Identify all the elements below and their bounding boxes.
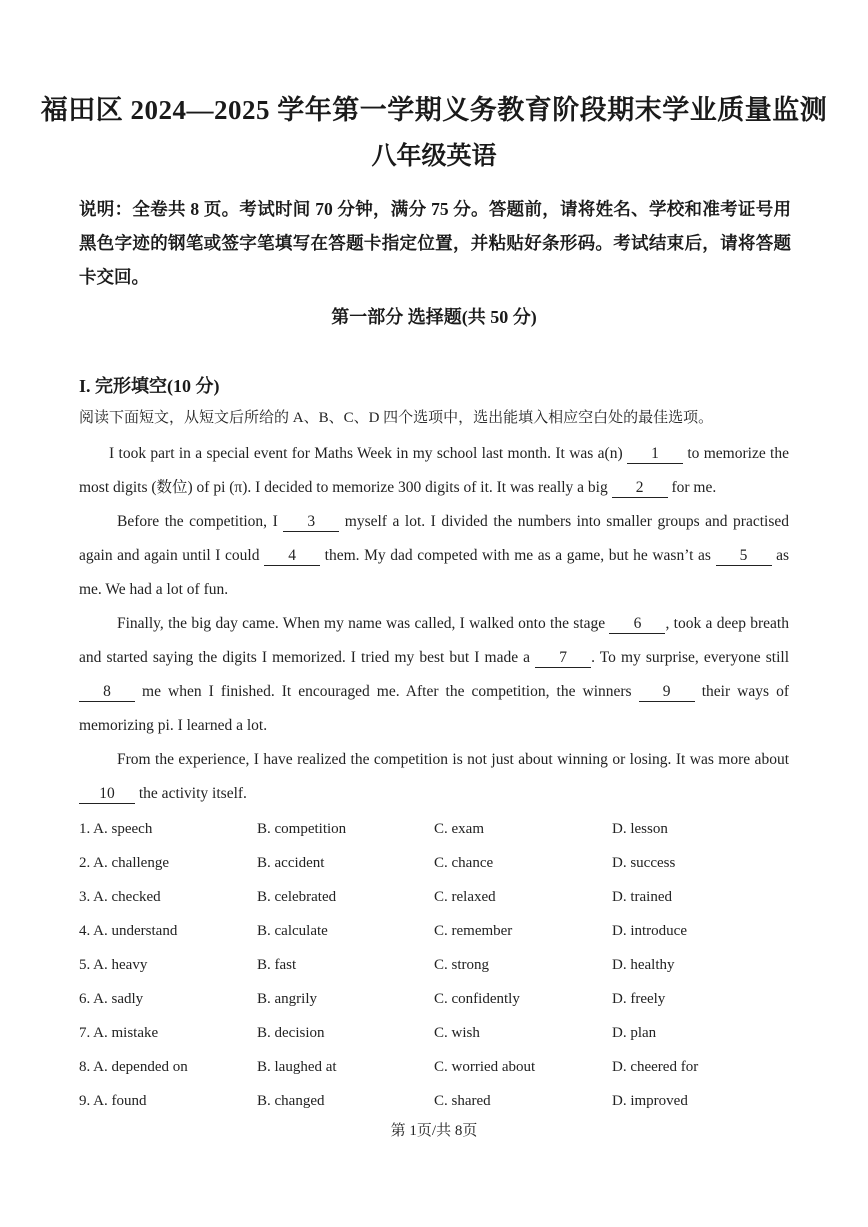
blank-9: 9 bbox=[639, 683, 695, 702]
option-d: D. lesson bbox=[612, 821, 668, 837]
option-c: C. worried about bbox=[434, 1059, 536, 1075]
passage-paragraph-3: Finally, the big day came. When my name was called, I walked onto the stage 6 , took a deep breath and started saying the digits I memorized. I tried my best but I made a 7 . To my surprise, everyone still 8 me when I finished. It encouraged me. After the competition, the winners 9 their ways of memorizing pi. I learned a lot. bbox=[79, 615, 790, 734]
passage-paragraph-2: Before the competition, I 3 myself a lot. I divided the numbers into smaller groups and practised again and again until I could 4 them. My dad competed with me as a game, but he wasn’t as 5 as me. We had a lot of fun. bbox=[79, 513, 790, 598]
option-row bbox=[79, 846, 799, 880]
option-c: C. confidently bbox=[434, 991, 520, 1007]
option-c: C. relaxed bbox=[434, 889, 496, 905]
page-number: 第 1页/共 8页 bbox=[390, 1123, 478, 1139]
option-b: B. competition bbox=[257, 821, 347, 837]
option-b: B. angrily bbox=[257, 991, 317, 1007]
option-a: 3. A. checked bbox=[79, 889, 161, 905]
option-a: 2. A. challenge bbox=[79, 855, 169, 871]
option-b: B. celebrated bbox=[257, 889, 337, 905]
option-row bbox=[79, 1050, 799, 1084]
option-a: 5. A. heavy bbox=[79, 957, 148, 973]
option-row bbox=[79, 880, 799, 914]
option-a: 7. A. mistake bbox=[79, 1025, 159, 1041]
blank-6: 6 bbox=[609, 615, 665, 634]
option-c: C. wish bbox=[434, 1025, 480, 1041]
blank-2: 2 bbox=[612, 479, 668, 498]
option-b: B. laughed at bbox=[257, 1059, 337, 1075]
option-a: 8. A. depended on bbox=[79, 1059, 188, 1075]
option-b: B. calculate bbox=[257, 923, 328, 939]
option-b: B. decision bbox=[257, 1025, 325, 1041]
option-row bbox=[79, 914, 799, 948]
option-row bbox=[79, 948, 799, 982]
option-c: C. chance bbox=[434, 855, 494, 871]
option-c: C. strong bbox=[434, 957, 490, 973]
section-title: I. 完形填空(10 分) bbox=[79, 376, 220, 396]
option-d: D. trained bbox=[612, 889, 672, 905]
option-b: B. fast bbox=[257, 957, 297, 973]
option-row bbox=[79, 1084, 799, 1118]
option-d: D. improved bbox=[612, 1093, 688, 1109]
passage-paragraph-1: I took part in a special event for Maths Week in my school last month. It was a(n) 1 to memorize the most digits (数位) of pi (π). I decided to memorize 300 digits of it. It was really a big 2 for me. bbox=[79, 445, 789, 496]
section-instruction: 阅读下面短文，从短文后所给的 A、B、C、D 四个选项中，选出能填入相应空白处的最佳选项。 bbox=[79, 410, 714, 426]
option-d: D. success bbox=[612, 855, 676, 871]
option-d: D. freely bbox=[612, 991, 666, 1007]
option-b: B. changed bbox=[257, 1093, 325, 1109]
answer-options bbox=[79, 812, 799, 1118]
option-b: B. accident bbox=[257, 855, 325, 871]
blank-4: 4 bbox=[264, 547, 320, 566]
option-c: C. remember bbox=[434, 923, 513, 939]
option-row bbox=[79, 982, 799, 1016]
blank-5: 5 bbox=[716, 547, 772, 566]
page-title: 福田区 2024—2025 学年第一学期义务教育阶段期末学业质量监测 bbox=[40, 95, 828, 125]
option-a: 6. A. sadly bbox=[79, 991, 144, 1007]
option-d: D. healthy bbox=[612, 957, 675, 973]
option-a: 1. A. speech bbox=[79, 821, 153, 837]
option-row bbox=[79, 812, 799, 846]
blank-1: 1 bbox=[627, 445, 683, 464]
option-d: D. plan bbox=[612, 1025, 657, 1041]
cloze-passage bbox=[79, 437, 789, 811]
option-d: D. introduce bbox=[612, 923, 687, 939]
blank-7: 7 bbox=[535, 649, 591, 668]
blank-10: 10 bbox=[79, 785, 135, 804]
option-a: 9. A. found bbox=[79, 1093, 147, 1109]
blank-8: 8 bbox=[79, 683, 135, 702]
option-c: C. shared bbox=[434, 1093, 491, 1109]
exam-instructions: 说明：全卷共 8 页。考试时间 70 分钟，满分 75 分。答题前，请将姓名、学校和准考证号用黑色字迹的钢笔或签字笔填写在答题卡指定位置，并粘贴好条形码。考试结束后，请将答题卡交回。 bbox=[79, 199, 791, 287]
page-subtitle: 八年级英语 bbox=[371, 143, 497, 170]
option-d: D. cheered for bbox=[612, 1059, 699, 1075]
option-c: C. exam bbox=[434, 821, 484, 837]
part-title: 第一部分 选择题(共 50 分) bbox=[331, 307, 537, 327]
blank-3: 3 bbox=[283, 513, 339, 532]
option-row bbox=[79, 1016, 799, 1050]
passage-paragraph-4: From the experience, I have realized the competition is not just about winning or losing. It was more about 10 the activity itself. bbox=[79, 743, 789, 811]
option-a: 4. A. understand bbox=[79, 923, 178, 939]
